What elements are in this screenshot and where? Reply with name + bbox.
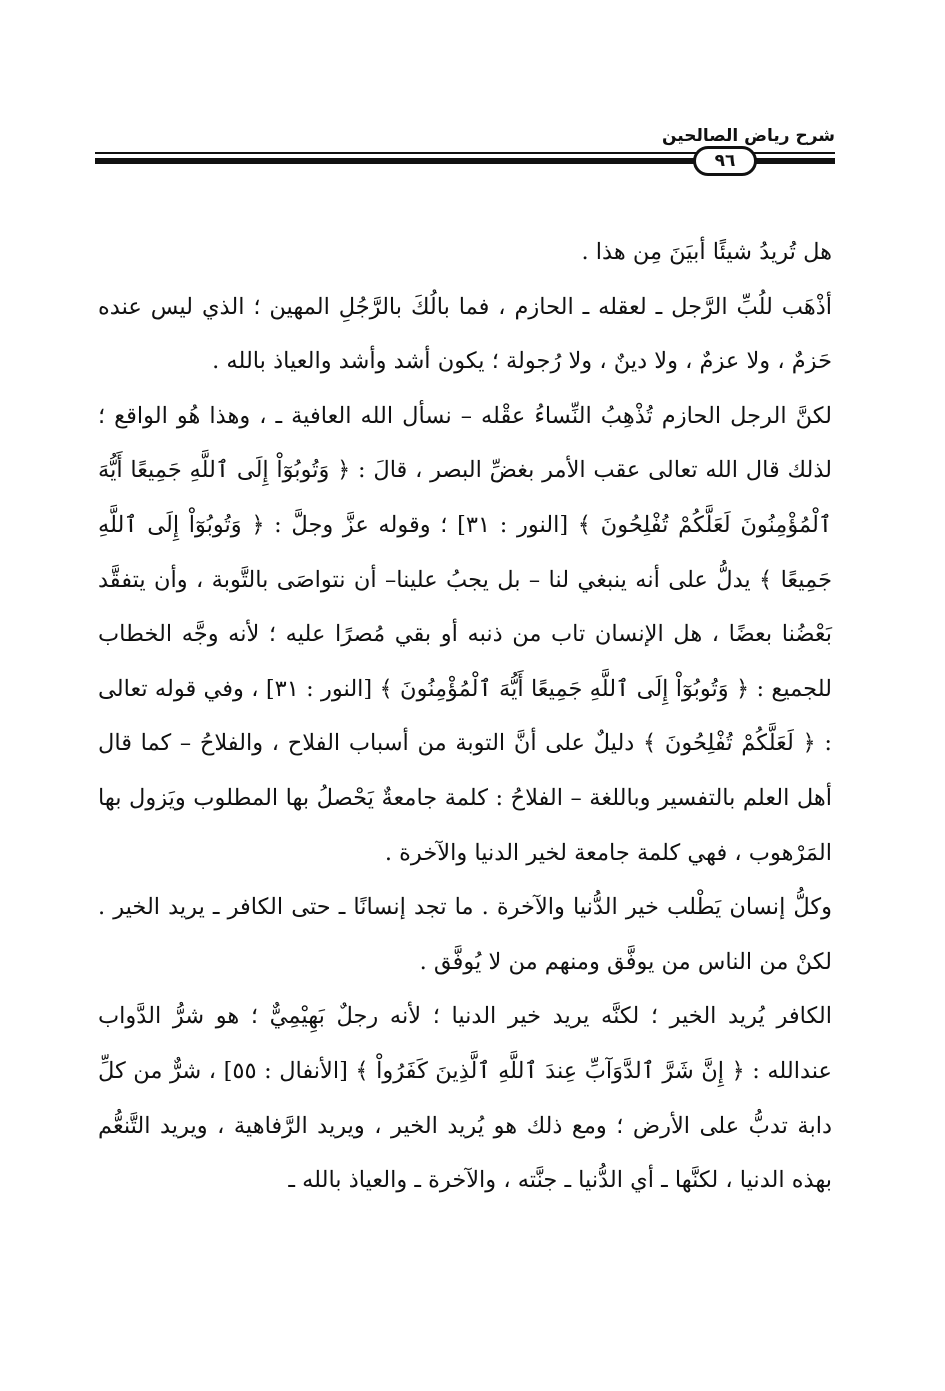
page-body <box>98 225 832 1208</box>
paragraph: وكلُّ إنسان يَطْلب خير الدُّنيا والآخرة . ما تجد إنسانًا ـ حتى الكافر ـ يريد الخير . لكنْ من الناس من يوفَّق ومنهم من لا يُوفَّق . <box>98 894 832 975</box>
paragraph: أذْهَب للُبِّ الرَّجل ـ لعقله ـ الحازم ، فما بالُكَ بالرَّجُلِ المهين ؛ الذي ليس عنده حَزمٌ ، ولا عزمٌ ، ولا دينٌ ، ولا رُجولة ؛ يكون أشد وأشد والعياذ بالله . <box>98 293 832 375</box>
paragraph: لكنَّ الرجل الحازم تُذْهِبُ النِّساءُ عقْله – نسأل الله العافية ـ ، وهذا هُو الواقع ؛ لذلك قال الله تعالى عقب الأمر بغضِّ البصر ، قالَ : ﴿ وَتُوبُوٓاْ إِلَى ٱللَّهِ جَمِيعًا أَيُّهَ ٱلْمُؤْمِنُونَ لَعَلَّكُمْ تُفْلِحُونَ ﴾ [النور : ٣١] ؛ وقوله عزَّ وجلَّ : ﴿ وَتُوبُوٓاْ إِلَى ٱللَّهِ جَمِيعًا ﴾ يدلُّ على أنه ينبغي لنا – بل يجبُ علينا– أن نتواصَى بالتَّوبة ، وأن يتفقَّد بَعْضُنا بعضًا ، هل الإنسان تاب من ذنبه أو بقي مُصرًا عليه ؛ لأنه وجَّه الخطاب للجميع : ﴿ وَتُوبُوٓاْ إِلَى ٱللَّهِ جَمِيعًا أَيُّهَ ٱلْمُؤْمِنُونَ ﴾ [النور : ٣١] ، وفي قوله تعالى : ﴿ لَعَلَّكُمْ تُفْلِحُونَ ﴾ دليلٌ على أنَّ التوبة من أسباب الفلاح ، والفلاحُ – كما قال أهل العلم بالتفسير وباللغة – الفلاحُ : كلمة جامعةٌ يَحْصلُ بها المطلوب ويَزول بها المَرْهوب ، فهي كلمة جامعة لخير الدنيا والآخرة . <box>98 402 832 866</box>
page-number: ٩٦ <box>693 146 757 176</box>
paragraph: الكافر يُريد الخير ؛ لكنَّه يريد خير الدنيا ؛ لأنه رجلٌ بَهِيْمِيٌّ ؛ هو شرُّ الدَّواب عندالله : ﴿ إِنَّ شَرَّ ٱلدَّوَآبِّ عِندَ ٱللَّهِ ٱلَّذِينَ كَفَرُواْ ﴾ [الأنفال : ٥٥] ، شرٌّ من كلِّ دابة تدبُّ على الأرض ؛ ومع ذلك هو يُريد الخير ، ويريد الرَّفاهية ، ويريد التَّنعُّم بهذه الدنيا ، لكنَّها ـ أي الدُّنيا ـ جنَّته ، والآخرة ـ والعياذ بالله ـ <box>98 1003 832 1194</box>
paragraph: هل تُريدُ شيئًا أبيَنَ مِن هذا . <box>581 239 832 265</box>
running-title: شرح رياض الصالحين <box>661 126 835 146</box>
page-header <box>95 120 835 180</box>
